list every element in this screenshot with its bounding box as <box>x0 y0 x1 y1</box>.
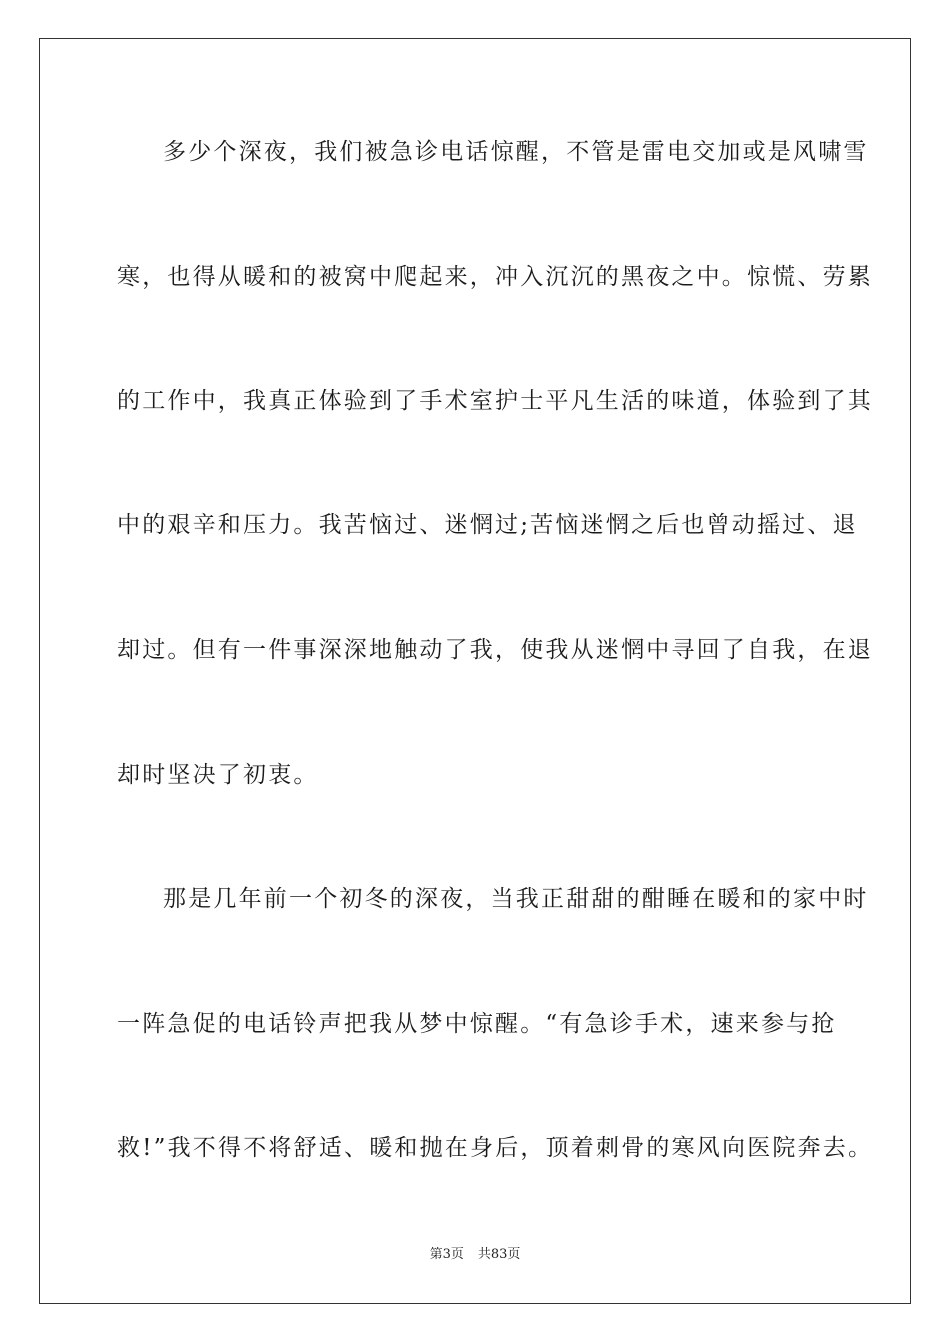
page-number: 第3页 <box>429 1247 464 1262</box>
paragraph-1-line-5: 却过。但有一件事深深地触动了我，使我从迷惘中寻回了自我，在退 <box>117 637 873 663</box>
page-border <box>39 38 911 1304</box>
total-pages: 共83页 <box>477 1247 521 1262</box>
paragraph-2-line-3: 救!”我不得不将舒适、暖和抛在身后，顶着刺骨的寒风向医院奔去。 <box>117 1135 874 1161</box>
paragraph-2-line-2: 一阵急促的电话铃声把我从梦中惊醒。“有急诊手术，速来参与抢 <box>117 1011 837 1037</box>
paragraph-2-line-1: 那是几年前一个初冬的深夜，当我正甜甜的酣睡在暖和的家中时 <box>163 886 869 912</box>
paragraph-1-line-3: 的工作中，我真正体验到了手术室护士平凡生活的味道，体验到了其 <box>117 388 873 414</box>
page-footer <box>0 1247 950 1263</box>
paragraph-1-line-6: 却时坚决了初衷。 <box>117 762 319 788</box>
paragraph-1-line-2: 寒，也得从暖和的被窝中爬起来，冲入沉沉的黑夜之中。惊慌、劳累 <box>117 264 873 290</box>
paragraph-1-line-4: 中的艰辛和压力。我苦恼过、迷惘过;苦恼迷惘之后也曾动摇过、退 <box>117 512 858 538</box>
paragraph-1-line-1: 多少个深夜，我们被急诊电话惊醒，不管是雷电交加或是风啸雪 <box>163 139 869 165</box>
